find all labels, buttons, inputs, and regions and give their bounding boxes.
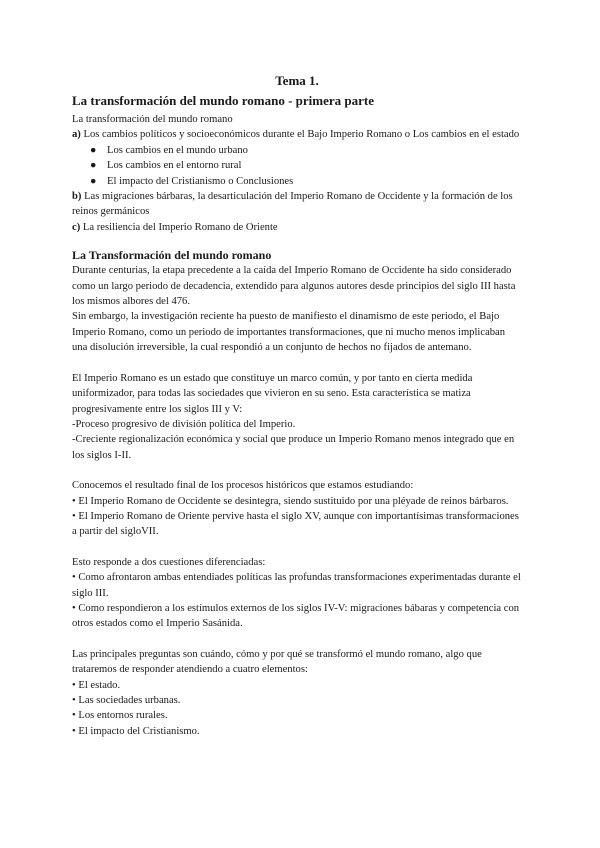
paragraph-6: Las principales preguntas son cuándo, cómo y por qué se transformó el mundo romano, algo que trataremos de responder atendiendo a cuatro elementos: (72, 648, 482, 676)
spacer (72, 235, 522, 247)
list-item: • Como afrontaron ambas entendiades políticas las profundas transformaciones experimentadas durante el siglo III. (72, 572, 521, 599)
outline-item-a (72, 127, 522, 142)
bullet-icon: ● (90, 160, 97, 172)
list-item: -Creciente regionalización económica y social que produce un Imperio Romano menos integrado que en los siglos I-II. (72, 434, 515, 461)
bullet-icon: ● (90, 175, 97, 187)
outline-bullet-list (72, 143, 522, 189)
list-item: • Los entornos rurales. (72, 710, 168, 722)
list-item: • Las sociedades urbanas. (72, 695, 181, 706)
list-item: -Proceso progresivo de división política del Imperio. (72, 418, 296, 430)
outline-text-b: Las migraciones bárbaras, la desarticulación del Imperio Romano de Occidente y la formación de los reinos germánicos (72, 191, 513, 218)
outline-label-c: c) (72, 221, 81, 233)
bullet-icon: ● (90, 144, 97, 156)
list-item-text: El impacto del Cristianismo o Conclusiones (107, 175, 294, 187)
paragraph-2: Sin embargo, la investigación reciente ha puesto de manifiesto el dinamismo de este periodo, el Bajo Imperio Romano, como un periodo de importantes transformaciones, que ni mucho menos implicaban una disolución irreversible, la cual respondió a un conjunto de hechos no fijados de antemano. (72, 311, 506, 354)
section-heading: La Transformación del mundo romano (72, 248, 272, 263)
paragraph-5: Esto responde a dos cuestiones diferenciadas: (72, 556, 266, 568)
outline (72, 112, 522, 235)
spacer (72, 463, 522, 478)
outline-text-c: La resiliencia del Imperio Romano de Oriente (82, 221, 278, 233)
spacer (72, 356, 522, 371)
paragraph-1: Durante centurias, la etapa precedente a la caída del Imperio Romano de Occidente ha sido considerado como un largo periodo de decadencia, extendido para algunos autores desde principios del siglo III hasta los mismos albores del 476. (72, 265, 516, 308)
list-item (88, 158, 522, 173)
outline-label-a: a) (72, 129, 81, 141)
list-item: • El Imperio Romano de Oriente pervive hasta el siglo XV, aunque con importantísimas transformaciones a partir del sigloVII. (72, 510, 519, 538)
paragraph-3: El Imperio Romano es un estado que constituye un marco común, y por tanto en cierta medida uniformizador, para todas las sociedades que vivieron en su seno. Esta característica se matiza progresivamente entre los siglos III y V: (72, 372, 473, 415)
document-page (72, 72, 522, 739)
list-item (88, 174, 522, 189)
outline-item-c (72, 220, 522, 235)
paragraph-4: Conocemos el resultado final de los procesos históricos que estamos estudiando: (72, 480, 414, 492)
outline-text-a: Los cambios políticos y socioeconómicos durante el Bajo Imperio Romano o Los cambios en el estado (83, 129, 520, 141)
outline-intro: La transformación del mundo romano (72, 114, 233, 125)
list-item: • Como respondieron a los estímulos externos de los siglos IV-V: migraciones bábaras y competencia con otros estados como el Imperio Sasánida. (72, 602, 520, 630)
list-item-text: Los cambios en el entorno rural (107, 160, 242, 172)
list-item (88, 143, 522, 158)
list-item-text: Los cambios en el mundo urbano (107, 144, 248, 156)
list-item: • El Imperio Romano de Occidente se desintegra, siendo sustituido por una pléyade de reinos bárbaros. (72, 495, 509, 507)
document-title: Tema 1. (275, 73, 319, 88)
list-item: • El estado. (72, 679, 121, 691)
outline-label-b: b) (72, 191, 82, 203)
list-item: • El impacto del Cristianismo. (72, 725, 200, 737)
spacer (72, 540, 522, 555)
outline-item-b (72, 189, 522, 220)
spacer (72, 632, 522, 647)
document-heading: La transformación del mundo romano - primera parte (72, 93, 374, 108)
